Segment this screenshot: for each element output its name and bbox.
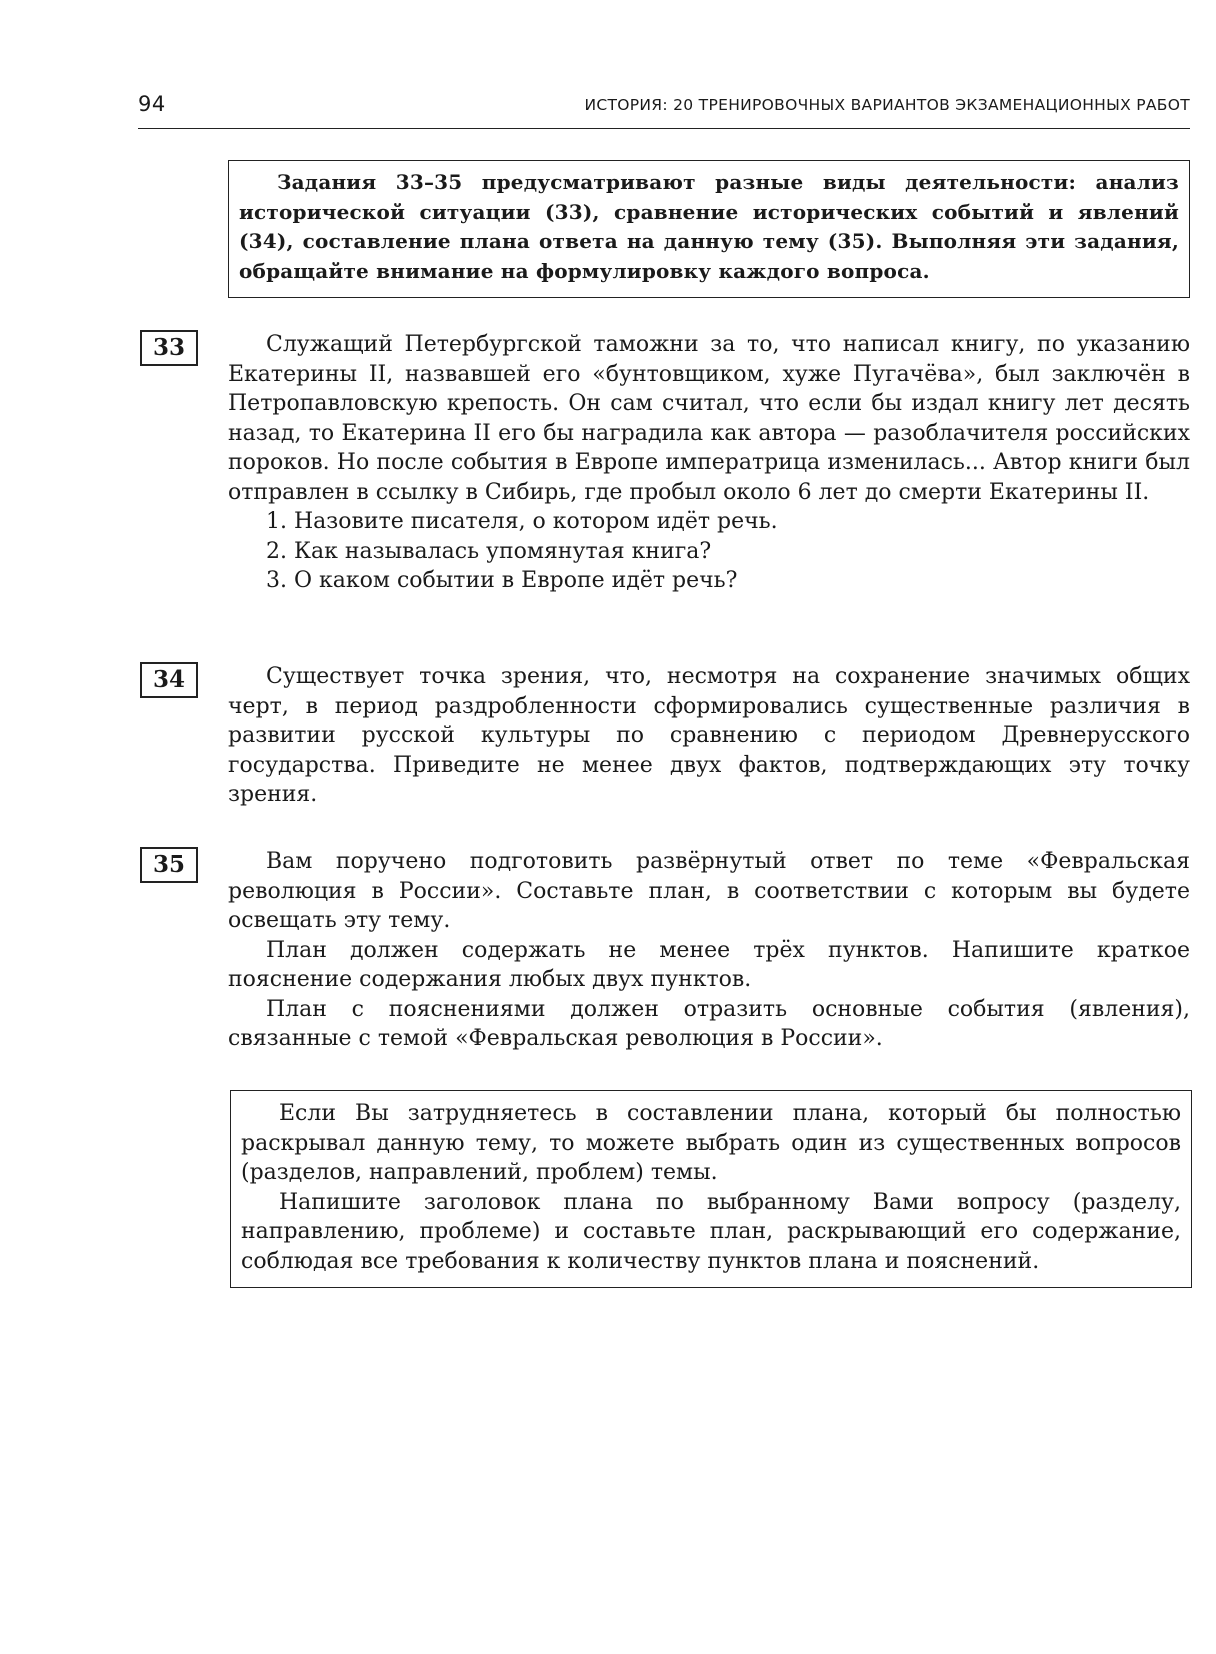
plan-hint-paragraph-2: Напишите заголовок плана по выбранному Вами вопросу (разделу, направлению, проблеме) и составьте план, раскрывающий его содержание, соблюдая все требования к количеству пунктов плана и пояснений. <box>241 1189 1181 1274</box>
task-33 <box>228 330 1190 596</box>
task-35-paragraph-1: Вам поручено подготовить развёрнутый ответ по теме «Февральская революция в России». Составьте план, в соответствии с которым вы будете освещать эту тему. <box>228 849 1190 933</box>
instructions-text: Задания 33–35 предусматривают разные виды деятельности: анализ исторической ситуации (33), сравнение исторических событий и явлений (34), составление плана ответа на данную тему (35). Выполняя эти задания, обращайте внимание на формулировку каждого вопроса. <box>239 170 1179 283</box>
page-number: 94 <box>138 92 166 116</box>
task-33-question-2: 2. Как называлась упомянутая книга? <box>266 538 712 564</box>
task-33-question-3: 3. О каком событии в Европе идёт речь? <box>266 568 738 593</box>
task-35-paragraph-2: План должен содержать не менее трёх пунктов. Напишите краткое пояснение содержания любых двух пунктов. <box>228 937 1190 992</box>
task-33-questions <box>228 507 1190 596</box>
page-header <box>138 92 1190 129</box>
instructions-box <box>228 160 1190 298</box>
task-34 <box>228 662 1190 810</box>
task-34-text: Существует точка зрения, что, несмотря на сохранение значимых общих черт, в период раздробленности сформировались существенные различия в развитии русской культуры по сравнению с периодом Древнерусского государства. Приведите не менее двух фактов, подтверждающих эту точку зрения. <box>228 664 1190 807</box>
task-number-34: 34 <box>140 662 198 698</box>
plan-hint-paragraph-1: Если Вы затрудняетесь в составлении плана, который бы полностью раскрывал данную тему, то можете выбрать один из существенных вопросов (разделов, направлений, проблем) темы. <box>241 1101 1181 1185</box>
task-33-question-1: 1. Назовите писателя, о котором идёт речь. <box>266 509 778 534</box>
task-35 <box>228 847 1190 1054</box>
task-33-text: Служащий Петербургской таможни за то, что написал книгу, по указанию Екатерины II, назвавшей его «бунтовщиком, хуже Пугачёва», был заключён в Петропавловскую крепость. Он сам считал, что если бы издал книгу лет десять назад, то Екатерина II его бы наградила как автора — разоблачителя российских пороков. Но после события в Европе императрица изменилась... Автор книги был отправлен в ссылку в Сибирь, где пробыл около 6 лет до смерти Екатерины II. <box>228 332 1190 505</box>
plan-hint-box <box>230 1090 1192 1288</box>
running-title: ИСТОРИЯ: 20 ТРЕНИРОВОЧНЫХ ВАРИАНТОВ ЭКЗАМЕНАЦИОННЫХ РАБОТ <box>584 96 1190 114</box>
task-number-35: 35 <box>140 847 198 883</box>
task-number-33: 33 <box>140 330 198 366</box>
task-35-paragraph-3: План с пояснениями должен отразить основные события (явления), связанные с темой «Февральская революция в России». <box>228 996 1190 1051</box>
